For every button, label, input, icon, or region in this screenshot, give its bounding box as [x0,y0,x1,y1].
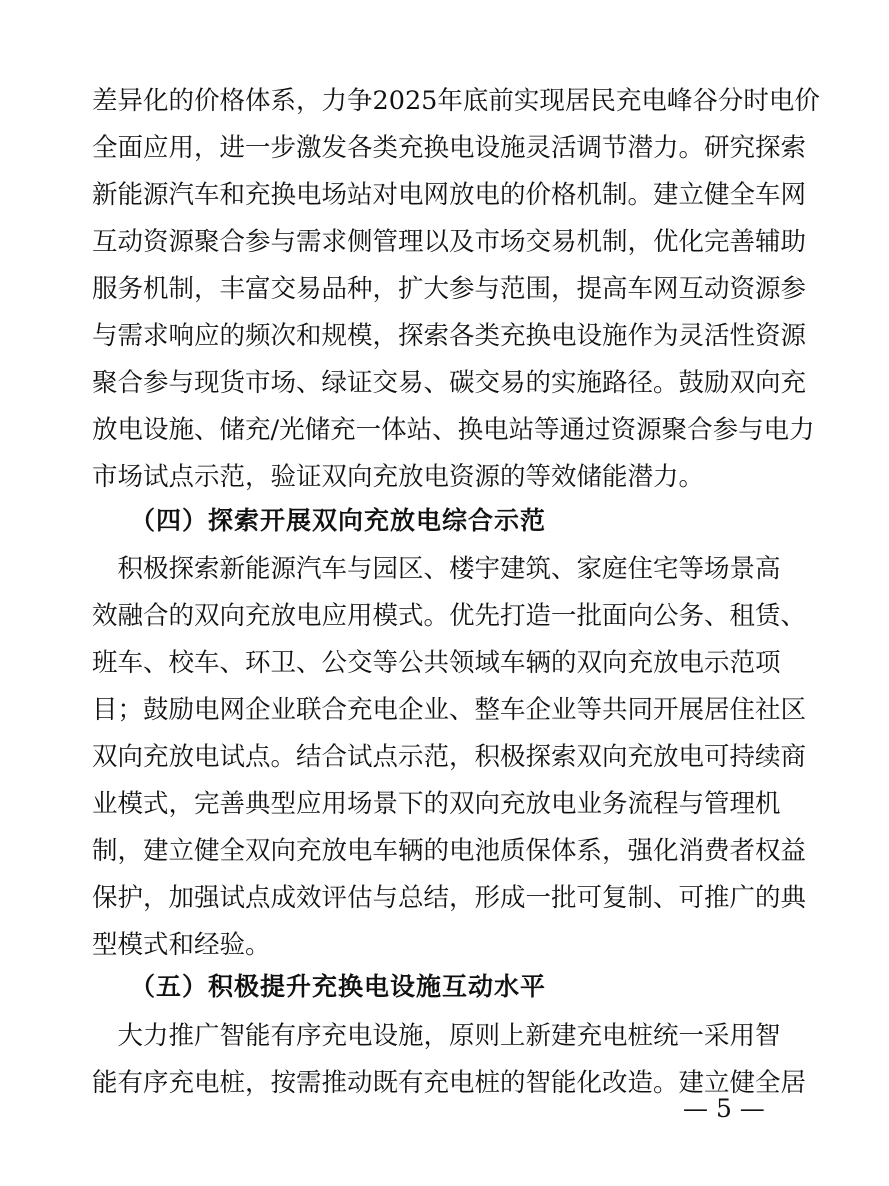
body-text-line: 型模式和经验。 [92,930,271,960]
body-text-line: 新能源汽车和充换电场站对电网放电的价格机制。建立健全车网 [92,180,807,210]
body-text-line: 大力推广智能有序充电设施，原则上新建充电桩统一采用智 [92,1021,781,1051]
body-text-line: 目；鼓励电网企业联合充电企业、整车企业等共同开展居住社区 [92,695,807,725]
body-text-line: 放电设施、储充/光储充一体站、换电站等通过资源聚合参与电力 [92,415,815,445]
body-text-line: 服务机制，丰富交易品种，扩大参与范围，提高车网互动资源参 [92,274,807,304]
body-text-line: 能有序充电桩，按需推动既有充电桩的智能化改造。建立健全居 [92,1068,807,1098]
body-text-line: 效融合的双向充放电应用模式。优先打造一批面向公务、租赁、 [92,601,807,631]
body-text-line: 市场试点示范，验证双向充放电资源的等效储能潜力。 [92,462,705,492]
section-heading: （四）探索开展双向充放电综合示范 [130,506,547,535]
body-text-line: 差异化的价格体系，力争2025年底前实现居民充电峰谷分时电价 [92,86,820,116]
body-text-line: 业模式，完善典型应用场景下的双向充放电业务流程与管理机 [92,789,781,819]
body-text-line: 积极探索新能源汽车与园区、楼宇建筑、家庭住宅等场景高 [92,554,781,584]
section-heading: （五）积极提升充换电设施互动水平 [130,972,547,1001]
body-text-line: 保护，加强试点成效评估与总结，形成一批可复制、可推广的典 [92,883,807,913]
body-text-line: 聚合参与现货市场、绿证交易、碳交易的实施路径。鼓励双向充 [92,368,807,398]
body-text-line: 制，建立健全双向充放电车辆的电池质保体系，强化消费者权益 [92,836,807,866]
body-text-line: 互动资源聚合参与需求侧管理以及市场交易机制，优化完善辅助 [92,227,807,257]
page-number: — 5 — [683,1094,765,1123]
body-text-line: 双向充放电试点。结合试点示范，积极探索双向充放电可持续商 [92,742,807,772]
body-text-line: 全面应用，进一步激发各类充换电设施灵活调节潜力。研究探索 [92,133,807,163]
body-text-line: 班车、校车、环卫、公交等公共领域车辆的双向充放电示范项 [92,648,781,678]
body-text-line: 与需求响应的频次和规模，探索各类充换电设施作为灵活性资源 [92,321,807,351]
